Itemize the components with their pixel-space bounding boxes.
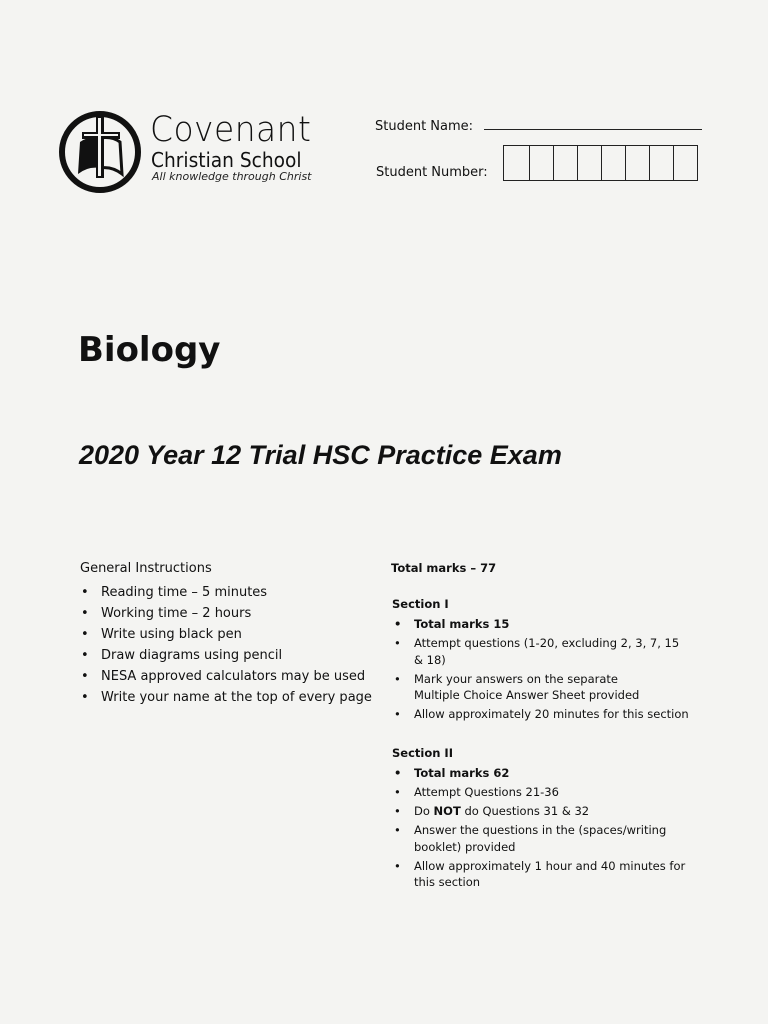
list-item: • Allow approximately 1 hour and 40 minutes for this section xyxy=(393,858,694,891)
general-instructions-list xyxy=(80,582,372,708)
student-name-label: Student Name: xyxy=(375,119,474,134)
school-logo xyxy=(58,108,348,198)
section-2-heading: Section II xyxy=(392,746,453,760)
school-tagline: All knowledge through Christ xyxy=(152,170,312,183)
student-number-boxes[interactable] xyxy=(503,145,698,181)
list-item: • Write using black pen xyxy=(80,624,372,645)
list-item: • Mark your answers on the separate Multiple Choice Answer Sheet provided xyxy=(393,671,649,704)
list-item: • Allow approximately 20 minutes for this section xyxy=(393,706,713,723)
student-number-box[interactable] xyxy=(577,146,601,180)
list-item: • Draw diagrams using pencil xyxy=(80,645,372,666)
student-number-label: Student Number: xyxy=(376,165,488,180)
list-item: • Write your name at the top of every page xyxy=(80,687,372,708)
list-item: • Attempt Questions 21-36 xyxy=(393,784,713,801)
student-number-box[interactable] xyxy=(553,146,577,180)
list-item: • Answer the questions in the (spaces/writing booklet) provided xyxy=(393,822,676,855)
school-name: Covenant xyxy=(150,110,312,150)
student-name-field[interactable] xyxy=(484,129,702,130)
list-item: • Total marks 62 xyxy=(393,765,713,782)
list-item: • NESA approved calculators may be used xyxy=(80,666,372,687)
exam-title: 2020 Year 12 Trial HSC Practice Exam xyxy=(79,440,562,470)
list-item: • Reading time – 5 minutes xyxy=(80,582,372,603)
general-instructions-heading: General Instructions xyxy=(80,561,212,576)
list-item: • Total marks 15 xyxy=(393,616,713,633)
student-number-box[interactable] xyxy=(504,146,529,180)
student-number-box[interactable] xyxy=(625,146,649,180)
list-item: • Do NOT do Questions 31 & 32 xyxy=(393,803,713,820)
subject-title: Biology xyxy=(78,330,221,370)
student-number-box[interactable] xyxy=(529,146,553,180)
list-item: • Working time – 2 hours xyxy=(80,603,372,624)
student-number-box[interactable] xyxy=(673,146,697,180)
section-2-list xyxy=(393,765,713,893)
total-marks: Total marks – 77 xyxy=(391,561,497,575)
school-subtitle: Christian School xyxy=(151,148,302,172)
student-number-box[interactable] xyxy=(649,146,673,180)
section-1-heading: Section I xyxy=(392,597,449,611)
list-item: • Attempt questions (1-20, excluding 2, 3, 7, 15 & 18) xyxy=(393,635,689,668)
section-1-list xyxy=(393,616,713,725)
cross-book-emblem-icon xyxy=(58,108,144,194)
student-number-box[interactable] xyxy=(601,146,625,180)
